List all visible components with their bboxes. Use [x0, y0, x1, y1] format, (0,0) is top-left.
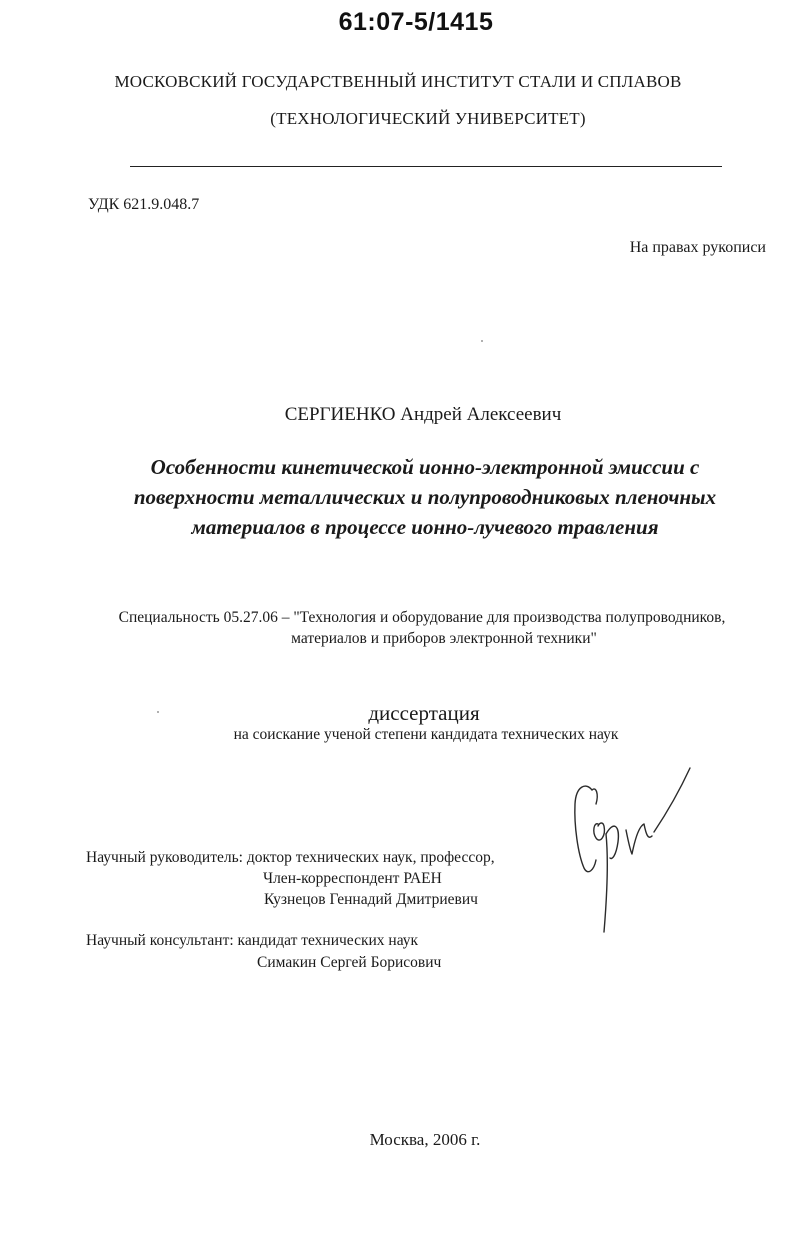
- institution-name: МОСКОВСКИЙ ГОСУДАРСТВЕННЫЙ ИНСТИТУТ СТАЛИ И СПЛАВОВ: [114, 72, 682, 91]
- dissertation-title: [60, 452, 790, 542]
- specialty-line-1: Специальность 05.27.06 – "Технология и оборудование для производства полупроводников,: [118, 609, 726, 626]
- udk-code: УДК 621.9.048.7: [88, 196, 200, 213]
- degree-line: на соискание ученой степени кандидата технических наук: [233, 726, 619, 743]
- consultant-label: Научный консультант: кандидат технических наук: [86, 932, 419, 949]
- title-line: материалов в процессе ионно-лучевого травления: [191, 515, 659, 539]
- supervisor-rank: Член-корреспондент РАЕН: [263, 870, 442, 887]
- consultant-name: Симакин Сергей Борисович: [257, 954, 442, 971]
- specialty-line-2: материалов и приборов электронной техники": [291, 630, 597, 647]
- specialty: [60, 607, 796, 649]
- author-name: СЕРГИЕНКО Андрей Алексеевич: [284, 404, 562, 425]
- rights-note: На правах рукописи: [629, 239, 766, 256]
- archive-stamp: 61:07-5/1415: [338, 8, 494, 36]
- scan-speck: [481, 340, 483, 342]
- city-year: Москва, 2006 г.: [369, 1130, 481, 1149]
- supervisor-label: Научный руководитель: доктор технических наук, профессор,: [86, 849, 495, 866]
- header-divider: [130, 166, 722, 167]
- work-type: диссертация: [368, 701, 480, 725]
- supervisor-name: Кузнецов Геннадий Дмитриевич: [264, 891, 478, 908]
- title-line: поверхности металлических и полупроводниковых пленочных: [133, 485, 717, 509]
- institution-subtitle: (ТЕХНОЛОГИЧЕСКИЙ УНИВЕРСИТЕТ): [270, 109, 586, 128]
- signature-image: [566, 764, 706, 949]
- title-line: Особенности кинетической ионно-электронной эмиссии с: [150, 455, 700, 479]
